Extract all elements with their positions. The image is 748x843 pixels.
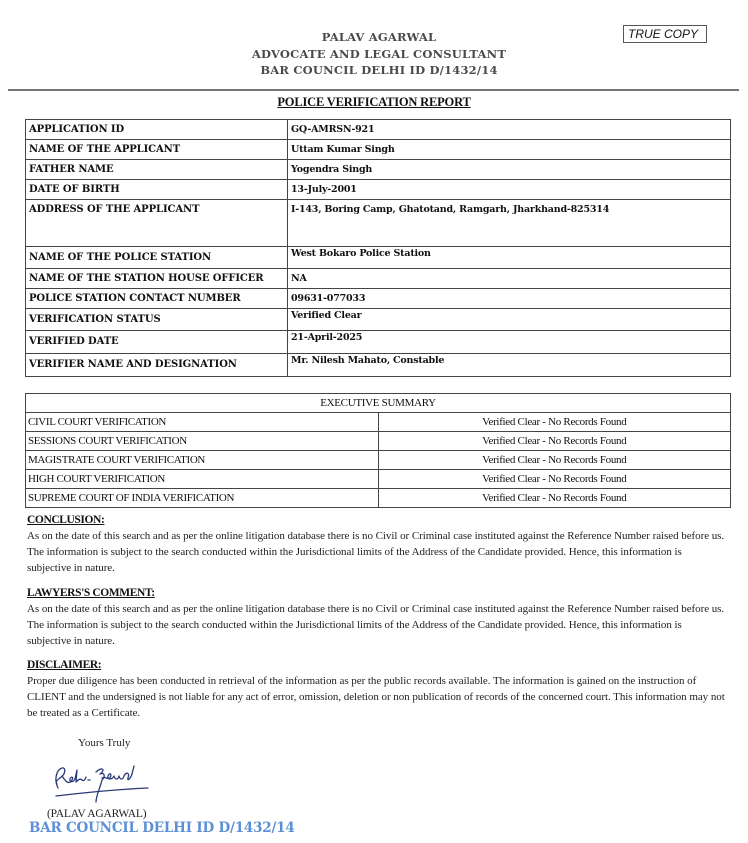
- executive-summary-table: [25, 393, 731, 508]
- table-row: [26, 269, 731, 289]
- table-row: [26, 354, 731, 377]
- table-row: [26, 140, 731, 160]
- disclaimer-section: [27, 658, 727, 722]
- row-value: 13-July-2001: [288, 180, 731, 200]
- true-copy-stamp: TRUE COPY: [623, 25, 707, 43]
- row-label: FATHER NAME: [26, 160, 288, 180]
- conclusion-section: [27, 513, 727, 577]
- court-label: SUPREME COURT OF INDIA VERIFICATION: [26, 489, 379, 508]
- row-value: NA: [288, 269, 731, 289]
- lawyers-comment-text: As on the date of this search and as per the online litigation database there is no Civil or Criminal case instituted against the Reference Number raised before us. The information is subject to the search conducted within the Jurisdictional limits of the Address of the Candidate provided. Hence, this information is subjective in nature.: [27, 603, 725, 648]
- advocate-name: PALAV AGARWAL: [321, 30, 437, 44]
- report-title: POLICE VERIFICATION REPORT: [277, 95, 471, 109]
- applicant-details-table: [25, 119, 731, 377]
- table-row: [26, 331, 731, 354]
- court-label: CIVIL COURT VERIFICATION: [26, 413, 379, 432]
- row-label: APPLICATION ID: [26, 120, 288, 140]
- row-value: 09631-077033: [288, 289, 731, 309]
- closing-text: Yours Truly: [78, 737, 131, 749]
- court-result: Verified Clear - No Records Found: [378, 489, 731, 508]
- table-row: [26, 120, 731, 140]
- table-row: [26, 160, 731, 180]
- table-row: [26, 432, 731, 451]
- court-result: Verified Clear - No Records Found: [378, 470, 731, 489]
- row-value: GQ-AMRSN-921: [288, 120, 731, 140]
- bar-council-id: BAR COUNCIL DELHI ID D/1432/14: [260, 63, 498, 77]
- table-row: [26, 470, 731, 489]
- table-row: [26, 309, 731, 331]
- lawyers-comment-heading: LAWYERS'S COMMENT:: [27, 587, 155, 599]
- conclusion-text: As on the date of this search and as per the online litigation database there is no Civil or Criminal case instituted against the Reference Number raised before us. The information is subject to the search conducted within the Jurisdictional limits of the Address of the Candidate provided. Hence, this information is subjective in nature.: [27, 530, 725, 575]
- row-label: VERIFIER NAME AND DESIGNATION: [26, 354, 288, 377]
- conclusion-heading: CONCLUSION:: [27, 514, 105, 526]
- row-label: NAME OF THE APPLICANT: [26, 140, 288, 160]
- disclaimer-text: Proper due diligence has been conducted in retrieval of the information as per the public records available. The information is gained on the instruction of CLIENT and the undersigned is not liable for any act of error, omission, deletion or non publication of records of the concerned court. This information may not be treated as a Certificate.: [27, 675, 725, 720]
- row-value: Mr. Nilesh Mahato, Constable: [288, 354, 731, 377]
- table-row: [26, 413, 731, 432]
- court-label: MAGISTRATE COURT VERIFICATION: [26, 451, 379, 470]
- row-label: DATE OF BIRTH: [26, 180, 288, 200]
- row-label: NAME OF THE STATION HOUSE OFFICER: [26, 269, 288, 289]
- court-label: SESSIONS COURT VERIFICATION: [26, 432, 379, 451]
- signature-icon: [44, 758, 154, 806]
- row-value: 21-April-2025: [288, 331, 731, 354]
- header-divider: [8, 89, 739, 91]
- table-row: [26, 451, 731, 470]
- row-label: VERIFIED DATE: [26, 331, 288, 354]
- table-row: [26, 489, 731, 508]
- lawyers-comment-section: [27, 586, 727, 650]
- row-label: VERIFICATION STATUS: [26, 309, 288, 331]
- table-row: [26, 180, 731, 200]
- row-value: I-143, Boring Camp, Ghatotand, Ramgarh, Jharkhand-825314: [288, 200, 731, 247]
- table-header-row: [26, 394, 731, 413]
- signer-name: (PALAV AGARWAL): [47, 808, 147, 820]
- table-row: [26, 200, 731, 247]
- row-label: POLICE STATION CONTACT NUMBER: [26, 289, 288, 309]
- court-label: HIGH COURT VERIFICATION: [26, 470, 379, 489]
- advocate-title: ADVOCATE AND LEGAL CONSULTANT: [251, 46, 507, 61]
- court-result: Verified Clear - No Records Found: [378, 451, 731, 470]
- table-row: [26, 289, 731, 309]
- table-row: [26, 247, 731, 269]
- signer-bar-id: BAR COUNCIL DELHI ID D/1432/14: [29, 820, 295, 836]
- row-value: Uttam Kumar Singh: [288, 140, 731, 160]
- row-value: Verified Clear: [288, 309, 731, 331]
- row-value: West Bokaro Police Station: [288, 247, 731, 269]
- court-result: Verified Clear - No Records Found: [378, 432, 731, 451]
- row-value: Yogendra Singh: [288, 160, 731, 180]
- court-result: Verified Clear - No Records Found: [378, 413, 731, 432]
- disclaimer-heading: DISCLAIMER:: [27, 659, 102, 671]
- row-label: ADDRESS OF THE APPLICANT: [26, 200, 288, 247]
- row-label: NAME OF THE POLICE STATION: [26, 247, 288, 269]
- executive-summary-heading: EXECUTIVE SUMMARY: [26, 394, 731, 413]
